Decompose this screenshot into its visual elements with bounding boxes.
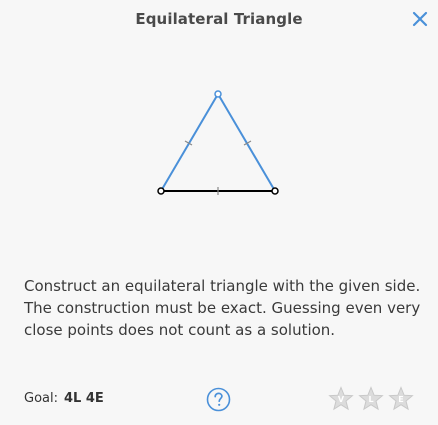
star-letter: V — [337, 395, 345, 404]
star-letter: L — [368, 395, 374, 404]
base-right-point — [272, 188, 278, 194]
close-icon — [410, 9, 430, 29]
goal — [24, 391, 104, 406]
task-description: Construct an equilateral triangle with the given side. The construction must be exact. Guessing even very close points does not count as a solution. — [24, 277, 421, 339]
star-rating — [328, 386, 414, 412]
goal-label: Goal: — [24, 391, 58, 406]
question-circle-icon — [206, 387, 231, 412]
star-l — [358, 386, 384, 412]
apex-point — [215, 91, 221, 97]
triangle-diagram — [148, 84, 288, 204]
goal-value: 4L 4E — [64, 391, 104, 406]
page-title: Equilateral Triangle — [135, 10, 303, 28]
triangle-left-side — [161, 94, 218, 191]
construction-canvas[interactable] — [148, 84, 288, 204]
triangle-right-side — [218, 94, 275, 191]
footer — [0, 381, 438, 417]
star-letter: E — [398, 395, 404, 404]
star-v — [328, 386, 354, 412]
help-button[interactable] — [206, 387, 231, 412]
base-left-point — [158, 188, 164, 194]
close-button[interactable] — [410, 9, 430, 29]
star-e — [388, 386, 414, 412]
